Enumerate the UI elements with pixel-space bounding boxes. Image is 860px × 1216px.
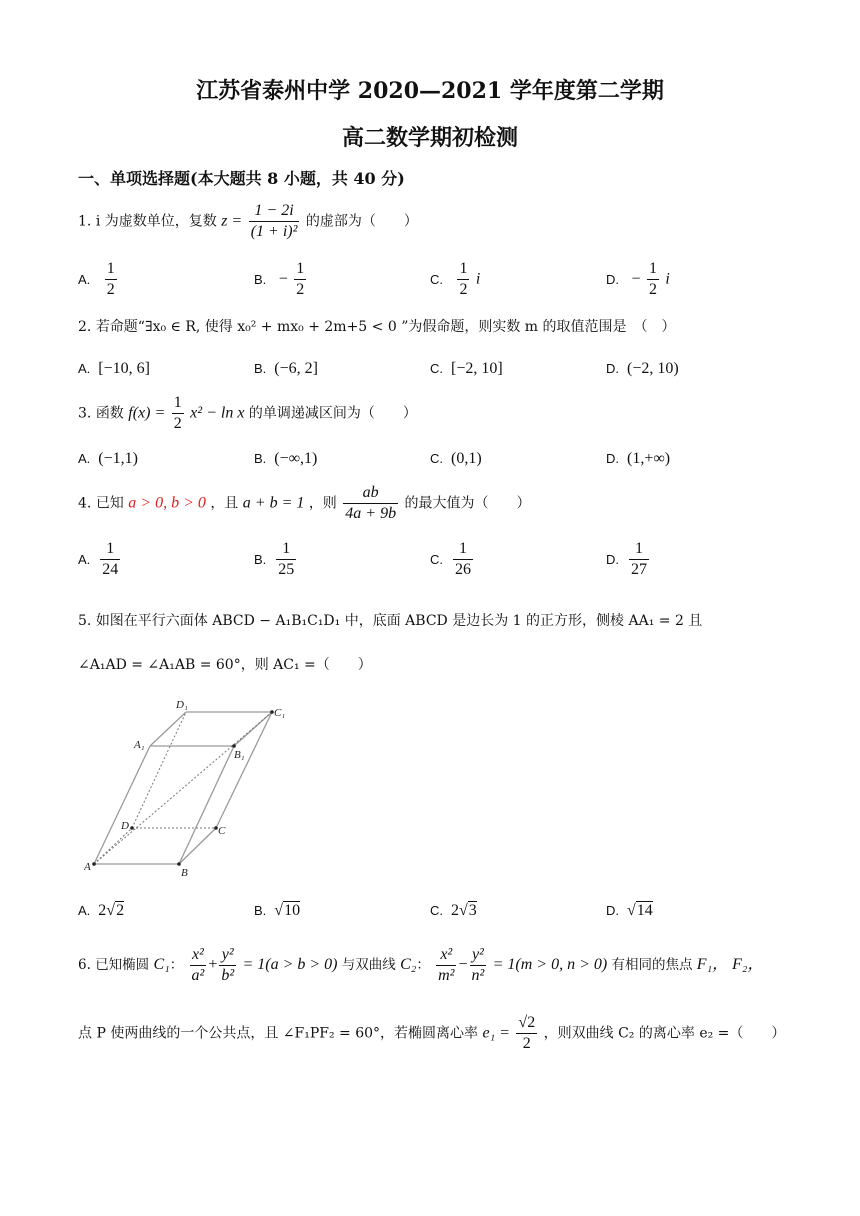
label-c1: C₁ [274, 707, 286, 719]
fraction [249, 202, 300, 241]
question-text: 函数 [95, 405, 124, 422]
question-number: 4. [78, 495, 92, 512]
option-a[interactable]: A. [−10, 6] [78, 360, 150, 377]
hidden-edge-dd1 [132, 712, 186, 828]
question-text: 若命题“∃x₀ ∈ R, 使得 x₀² + mx₀ + 2m+5 < 0 ”为假命题，则实数 m 的取值范围是 （ ） [95, 319, 676, 335]
edge-cc1 [216, 712, 272, 828]
edge-bb1 [179, 746, 234, 864]
label-d1: D₁ [176, 699, 188, 711]
fraction: $\frac{\text{y²}}{\text{n²}}$ [471, 946, 485, 984]
question-5 [78, 610, 702, 630]
denominator: (1 + i)² [250, 223, 298, 240]
question-number: 2. [78, 319, 92, 335]
label-d: D [121, 820, 129, 832]
option-a[interactable] [78, 260, 119, 299]
question-text: 如图在平行六面体 ABCD − A₁B₁C₁D₁ 中，底面 ABCD 是边长为 1 的正方形，侧棱 AA₁ = 2 且 [95, 613, 703, 629]
document-subtitle: 高二数学期初检测 [341, 125, 518, 151]
option-d[interactable]: D. $\frac{1}{27}$ [606, 540, 647, 578]
fraction: $\frac{1}{2}$ [296, 260, 305, 298]
label-b1: B₁ [234, 749, 245, 761]
fraction: $\frac{1}{25}$ [278, 540, 295, 578]
question-5-line2: ∠A₁AD = ∠A₁AB = 60°，则 AC₁ =（ ） [78, 657, 372, 673]
question-number: 6. [78, 957, 91, 973]
question-6-line2: 点 P 使两曲线的一个公共点，且 ∠F₁PF₂ = 60°，若椭圆离心率 e₁ = $\frac{√2}{2}$ ，则双曲线 C₂ 的离心率 e₂ =（ ） [78, 1014, 786, 1052]
option-d[interactable]: D. (1,+∞) [606, 450, 671, 467]
option-b[interactable]: B. (−∞,1) [254, 450, 318, 467]
option-b[interactable]: B. √10 [254, 902, 301, 919]
edge-bc [179, 828, 216, 864]
question-2 [78, 316, 676, 336]
fraction: $\frac{\text{x²}}{\text{m²}}$ [438, 946, 455, 984]
fraction: $\frac{ab}{4a + 9b}$ [345, 484, 397, 522]
fraction: $\frac{1}{2}$ [459, 260, 468, 298]
hidden-edge-ad [94, 828, 132, 864]
condition-highlight: a > 0, b > 0 [128, 494, 206, 512]
edge-aa1 [94, 746, 150, 864]
fraction: $\frac{1}{2}$ [648, 260, 657, 298]
edge-b1c1 [234, 712, 272, 746]
document-title: 江苏省泰州中学 2020—2021 学年度第二学期 [196, 78, 664, 104]
fraction: $\frac{1}{2}$ [106, 260, 115, 298]
question-number: 5. [78, 613, 92, 629]
question-6: 6. 已知椭圆 C₁： $\frac{\text{x²}}{\text{a²}}$ + $\frac{\text{y²}}{\text{b²}}$ = 1(a > b > 0) 与双曲线 C₂： $\frac{\text{x²}}{\text{m²}}$ − $\frac{\text{y²}}{\text{n²}}$ = 1(m > 0, n > 0) 有相同的焦点 F₁， F₂， [78, 946, 764, 984]
label-b: B [181, 867, 188, 879]
section-heading: 一、单项选择题(本大题共 8 小题，共 40 分) [78, 169, 405, 188]
fraction: $\frac{1}{27}$ [631, 540, 647, 578]
option-a[interactable]: A. 2√2 [78, 902, 125, 919]
question-4: 4. 已知 a > 0, b > 0 ，且 a + b = 1 ，则 $\frac{ab}{4a + 9b}$ 的最大值为（ ） [78, 484, 531, 522]
question-text: 的虚部为（ ） [305, 213, 418, 230]
parallelepiped-figure [84, 698, 304, 882]
label-a: A [84, 861, 91, 873]
fraction: $\frac{1}{24}$ [102, 540, 119, 578]
option-c[interactable]: C. 2√3 [430, 902, 477, 919]
fraction: $\frac{√2}{2}$ [518, 1014, 536, 1052]
option-a[interactable]: A. (−1,1) [78, 450, 138, 467]
label-c: C [218, 825, 226, 837]
numerator: 1 − 2i [249, 202, 300, 222]
fraction: $\frac{\text{y²}}{\text{b²}}$ [221, 946, 235, 984]
question-text: 的单调递减区间为（ ） [248, 405, 417, 422]
edge-a1d1 [150, 712, 186, 746]
question-number: 3. [78, 405, 92, 422]
fraction: $\frac{1}{2}$ [173, 394, 182, 432]
diagonal-ac1 [94, 712, 272, 864]
question-number: 1. [78, 213, 92, 230]
option-c[interactable]: C. $\frac{1}{2}$ i [430, 260, 481, 298]
option-label: D. [606, 271, 619, 287]
label-a1: A₁ [134, 739, 145, 751]
option-b[interactable]: B. (−6, 2] [254, 360, 318, 377]
option-d[interactable]: D. − $\frac{1}{2}$ i [606, 260, 670, 298]
option-c[interactable]: C. [−2, 10] [430, 360, 503, 377]
option-label: C. [430, 271, 443, 287]
fraction: $\frac{1}{26}$ [455, 540, 471, 578]
question-text: i 为虚数单位，复数 [95, 213, 217, 230]
option-label: B. [254, 271, 267, 287]
option-d[interactable]: D. (−2, 10) [606, 360, 679, 377]
math-expression: z = [221, 212, 243, 230]
fraction: $\frac{\text{x²}}{\text{a²}}$ [191, 946, 205, 984]
option-d[interactable]: D. √14 [606, 902, 653, 919]
option-b[interactable]: B. $\frac{1}{25}$ [254, 540, 295, 578]
option-c[interactable]: C. (0,1) [430, 450, 482, 467]
option-a[interactable]: A. $\frac{1}{24}$ [78, 540, 119, 578]
option-b[interactable]: B. − $\frac{1}{2}$ [254, 260, 305, 298]
question-3: 3. 函数 f(x) = $\frac{1}{2}$ x² − ln x 的单调递减区间为（ ） [78, 394, 417, 432]
question-1 [78, 202, 418, 241]
option-c[interactable]: C. $\frac{1}{26}$ [430, 540, 471, 578]
option-label: A. [78, 271, 91, 287]
